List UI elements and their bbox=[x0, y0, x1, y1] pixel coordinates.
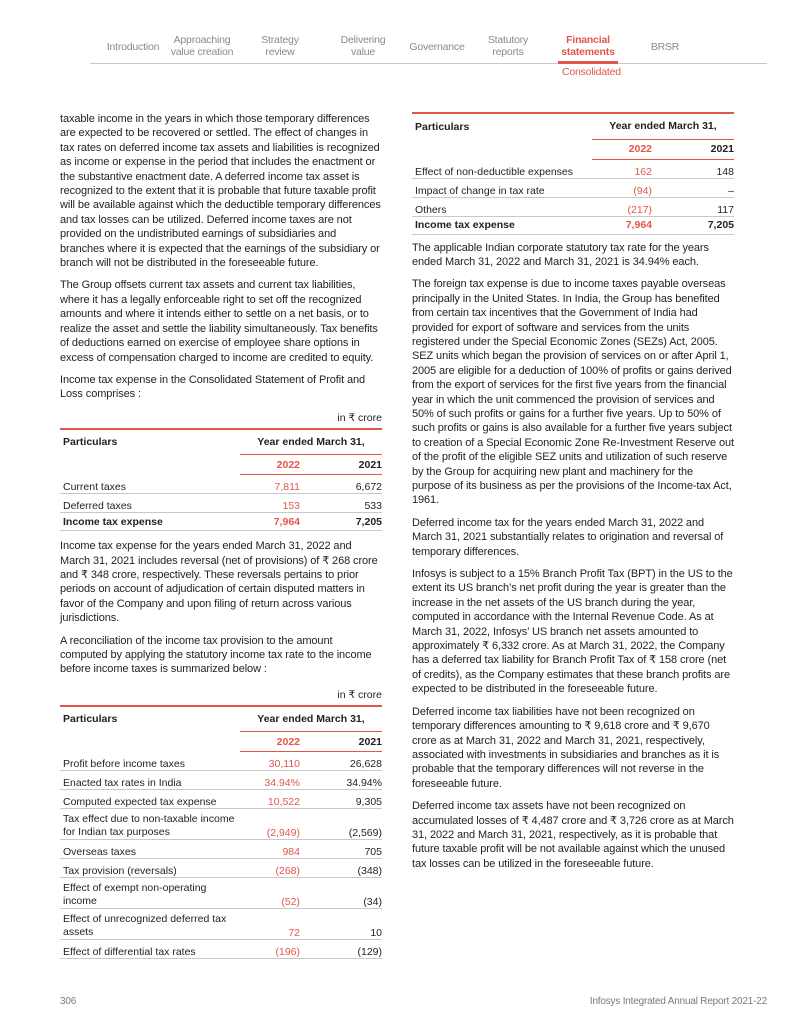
table-row bbox=[60, 809, 382, 840]
value-2021: 533 bbox=[312, 494, 382, 513]
nav-label: Governance bbox=[409, 41, 465, 53]
table-total-row bbox=[412, 216, 734, 234]
row-label: Tax effect due to non-taxable income for Indian tax purposes bbox=[60, 809, 240, 840]
nav-label: Approaching bbox=[173, 34, 231, 46]
nav-item-strategy-review[interactable] bbox=[252, 34, 308, 58]
header-year-ended: Year ended March 31, bbox=[240, 429, 382, 455]
value-2022: (2,949) bbox=[240, 809, 312, 840]
value-2021: 10 bbox=[312, 909, 382, 940]
nav-label: BRSR bbox=[650, 41, 680, 53]
right-column bbox=[412, 112, 734, 879]
value-2021: 26,628 bbox=[312, 752, 382, 771]
value-2021: 148 bbox=[664, 159, 734, 178]
value-2022: 30,110 bbox=[240, 752, 312, 771]
paragraph: Income tax expense in the Consolidated Statement of Profit and Loss comprises : bbox=[60, 373, 366, 401]
row-label: Profit before income taxes bbox=[60, 752, 240, 771]
row-label: Enacted tax rates in India bbox=[60, 771, 240, 790]
nav-item-governance[interactable] bbox=[406, 41, 468, 53]
page-number: 306 bbox=[60, 996, 77, 1007]
header-year-ended: Year ended March 31, bbox=[592, 113, 734, 139]
value-2021: 117 bbox=[664, 197, 734, 216]
nav-item-delivering-value[interactable] bbox=[334, 34, 392, 58]
row-label: Impact of change in tax rate bbox=[412, 178, 592, 197]
row-label: Effect of non-deductible expenses bbox=[412, 159, 592, 178]
value-2021: 34.94% bbox=[312, 771, 382, 790]
paragraph: Income tax expense for the years ended March 31, 2022 and March 31, 2021 includes reversal (net of provisions) of ₹ 268 crore and ₹ 348 crore, respectively. These reversals pertains to prior periods on account of adjudication of certain disputed matters in favor of the Company and upon filing of return across various jurisdictions. bbox=[60, 540, 378, 625]
nav-sub-consolidated[interactable]: Consolidated bbox=[562, 66, 621, 78]
header-particulars: Particulars bbox=[63, 436, 118, 449]
value-2022: 34.94% bbox=[240, 771, 312, 790]
paragraph: The applicable Indian corporate statutory tax rate for the years ended March 31, 2022 and March 31, 2021 is 34.94% each. bbox=[412, 241, 709, 268]
header-year-2021: 2021 bbox=[664, 139, 734, 159]
row-label: Overseas taxes bbox=[60, 840, 240, 859]
value-2022: 162 bbox=[592, 159, 664, 178]
row-label: Others bbox=[412, 197, 592, 216]
value-2022: 153 bbox=[240, 494, 312, 513]
nav-label: Delivering bbox=[340, 34, 386, 46]
value-2022: 10,522 bbox=[240, 790, 312, 809]
unit-label: in ₹ crore bbox=[337, 411, 382, 424]
table-total-row bbox=[60, 513, 382, 531]
total-2021: 7,205 bbox=[664, 216, 734, 234]
value-2022: (196) bbox=[240, 940, 312, 959]
nav-label: Financial bbox=[566, 34, 610, 46]
total-2021: 7,205 bbox=[312, 513, 382, 531]
value-2021: (2,569) bbox=[312, 809, 382, 840]
nav-item-statutory-reports[interactable] bbox=[482, 34, 534, 58]
left-column bbox=[60, 112, 382, 967]
value-2021: (34) bbox=[312, 878, 382, 909]
nav-label: review bbox=[265, 46, 295, 58]
value-2022: (94) bbox=[592, 178, 664, 197]
paragraph: taxable income in the years in which those temporary differences are expected to be recovered or settled. The effect of changes in tax rates on deferred income tax assets and liabilities is recognized as income or expense in the period that includes the enactment or the substantive enactment date. A deferred income tax asset is recognized to the extent that it is probable that future taxable profit will be available against which the deductible temporary differences and tax losses can be utilized. Deferred income taxes are not provided on the undistributed earnings of subsidiaries and branches where it is expected that the earnings of the subsidiary or branch will not be distributed in the foreseeable future. bbox=[60, 113, 381, 270]
table-row bbox=[60, 475, 382, 494]
paragraph: Deferred income tax assets have not been recognized on accumulated losses of ₹ 4,487 crore and ₹ 3,726 crore as at March 31, 2022 and March 31, 2021, respectively, as it is probable that future taxable profit will be not available against which the unused tax losses can be utilized in the foreseeable future. bbox=[412, 800, 734, 870]
nav-item-brsr[interactable] bbox=[645, 41, 685, 53]
table-row bbox=[60, 940, 382, 959]
total-label: Income tax expense bbox=[60, 513, 240, 531]
paragraph: Infosys is subject to a 15% Branch Profit Tax (BPT) in the US to the extent its US branch’s net profit during the year is greater than the increase in the net assets of the US branch during the year, computed in accordance with the Internal Revenue Code. As at March 31, 2022, Infosys’ US branch net assets amounted to approximately ₹ 6,332 crore. As at March 31, 2022, the Company has a deferred tax liability for Branch Profit Tax of ₹ 158 crore (net of credits), as the Company estimates that these branch profits are expected to be distributed in the foreseeable future. bbox=[412, 568, 733, 696]
value-2022: 7,811 bbox=[240, 475, 312, 494]
value-2021: 705 bbox=[312, 840, 382, 859]
value-2021: (348) bbox=[312, 859, 382, 878]
value-2021: – bbox=[664, 178, 734, 197]
nav-item-financial-statements[interactable] bbox=[558, 34, 618, 58]
value-2022: (52) bbox=[240, 878, 312, 909]
total-2022: 7,964 bbox=[240, 513, 312, 531]
nav-label: Strategy bbox=[261, 34, 299, 46]
paragraph: The Group offsets current tax assets and current tax liabilities, where it has a legally enforceable right to set off the recognized amounts and where it intends either to settle on a net basis, or to realize the asset and settle the liability simultaneously. Tax benefits of deductions earned on exercise of employee share options in excess of compensation charged to income are credited to equity. bbox=[60, 279, 378, 364]
paragraph: Deferred income tax for the years ended March 31, 2022 and March 31, 2021 substantially relates to origination and reversal of temporary differences. bbox=[412, 516, 724, 558]
nav-label: reports bbox=[492, 46, 524, 58]
header-particulars: Particulars bbox=[63, 713, 118, 726]
value-2022: (268) bbox=[240, 859, 312, 878]
nav-label: Introduction bbox=[106, 41, 160, 53]
total-label: Income tax expense bbox=[412, 216, 592, 234]
tax-reconciliation-table-continued bbox=[412, 112, 734, 235]
paragraph: Deferred income tax liabilities have not been recognized on temporary differences amounting to ₹ 9,618 crore and ₹ 9,670 crore as at March 31, 2022 and March 31, 2021, respectively, associated with investments in subsidiaries and branches as it is probable that the temporary differences will not reverse in the foreseeable future. bbox=[412, 705, 720, 790]
header-year-2022: 2022 bbox=[240, 732, 312, 752]
row-label: Effect of differential tax rates bbox=[60, 940, 240, 959]
nav-label: Statutory bbox=[487, 34, 529, 46]
nav-item-introduction[interactable] bbox=[98, 41, 168, 53]
nav-label: value creation bbox=[170, 46, 234, 58]
table-row bbox=[412, 159, 734, 178]
nav-label: value bbox=[350, 46, 376, 58]
header-year-ended: Year ended March 31, bbox=[240, 706, 382, 732]
header-particulars: Particulars bbox=[415, 120, 470, 133]
paragraph: The foreign tax expense is due to income taxes payable overseas principally in the United States. In India, the Group has benefited from certain tax incentives that the Government of India had provided for export of software and services from the units registered under the Special Economic Zones (SEZs) Act, 2005. SEZ units which began the provision of services on or after April 1, 2005 are eligible for a deduction of 100% of profits or gains derived from the export of services for the first five years from the financial year in which the unit commenced the provision of services and 50% of such profits or gains for a further five years. Up to 50% of such profits or gains is also available for a further five years subject to creation of a Special Economic Zone Re-Investment Reserve out of the profit of the eligible SEZ units and utilization of such reserve by the Group for acquiring new plant and machinery for the purpose of its business as per the provisions of the Income-tax Act, 1961. bbox=[412, 278, 734, 507]
table-row bbox=[60, 790, 382, 809]
row-label: Computed expected tax expense bbox=[60, 790, 240, 809]
nav-label: statements bbox=[561, 46, 615, 58]
total-2022: 7,964 bbox=[592, 216, 664, 234]
unit-label: in ₹ crore bbox=[337, 688, 382, 701]
header-year-2021: 2021 bbox=[312, 732, 382, 752]
active-tab-underline bbox=[558, 61, 618, 64]
table-row bbox=[412, 178, 734, 197]
section-nav bbox=[90, 34, 767, 64]
table-row bbox=[412, 197, 734, 216]
row-label: Deferred taxes bbox=[60, 494, 240, 513]
row-label: Tax provision (reversals) bbox=[60, 859, 240, 878]
value-2021: 9,305 bbox=[312, 790, 382, 809]
table-row bbox=[60, 494, 382, 513]
tax-reconciliation-table bbox=[60, 705, 382, 960]
header-year-2022: 2022 bbox=[592, 139, 664, 159]
report-title: Infosys Integrated Annual Report 2021-22 bbox=[589, 996, 767, 1007]
row-label: Current taxes bbox=[60, 475, 240, 494]
income-tax-expense-table bbox=[60, 428, 382, 532]
value-2022: (217) bbox=[592, 197, 664, 216]
header-year-2021: 2021 bbox=[312, 455, 382, 475]
paragraph: A reconciliation of the income tax provision to the amount computed by applying the statutory income tax rate to the income before income taxes is summarized below : bbox=[60, 634, 372, 676]
table-row bbox=[60, 859, 382, 878]
header-year-2022: 2022 bbox=[240, 455, 312, 475]
nav-item-approaching-value-creation[interactable] bbox=[166, 34, 238, 58]
table-row bbox=[60, 878, 382, 909]
value-2022: 72 bbox=[240, 909, 312, 940]
row-label: Effect of exempt non-operating income bbox=[60, 878, 240, 909]
table-row bbox=[60, 909, 382, 940]
row-label: Effect of unrecognized deferred tax assets bbox=[60, 909, 240, 940]
table-row bbox=[60, 771, 382, 790]
value-2021: 6,672 bbox=[312, 475, 382, 494]
value-2022: 984 bbox=[240, 840, 312, 859]
table-row bbox=[60, 840, 382, 859]
value-2021: (129) bbox=[312, 940, 382, 959]
table-row bbox=[60, 752, 382, 771]
